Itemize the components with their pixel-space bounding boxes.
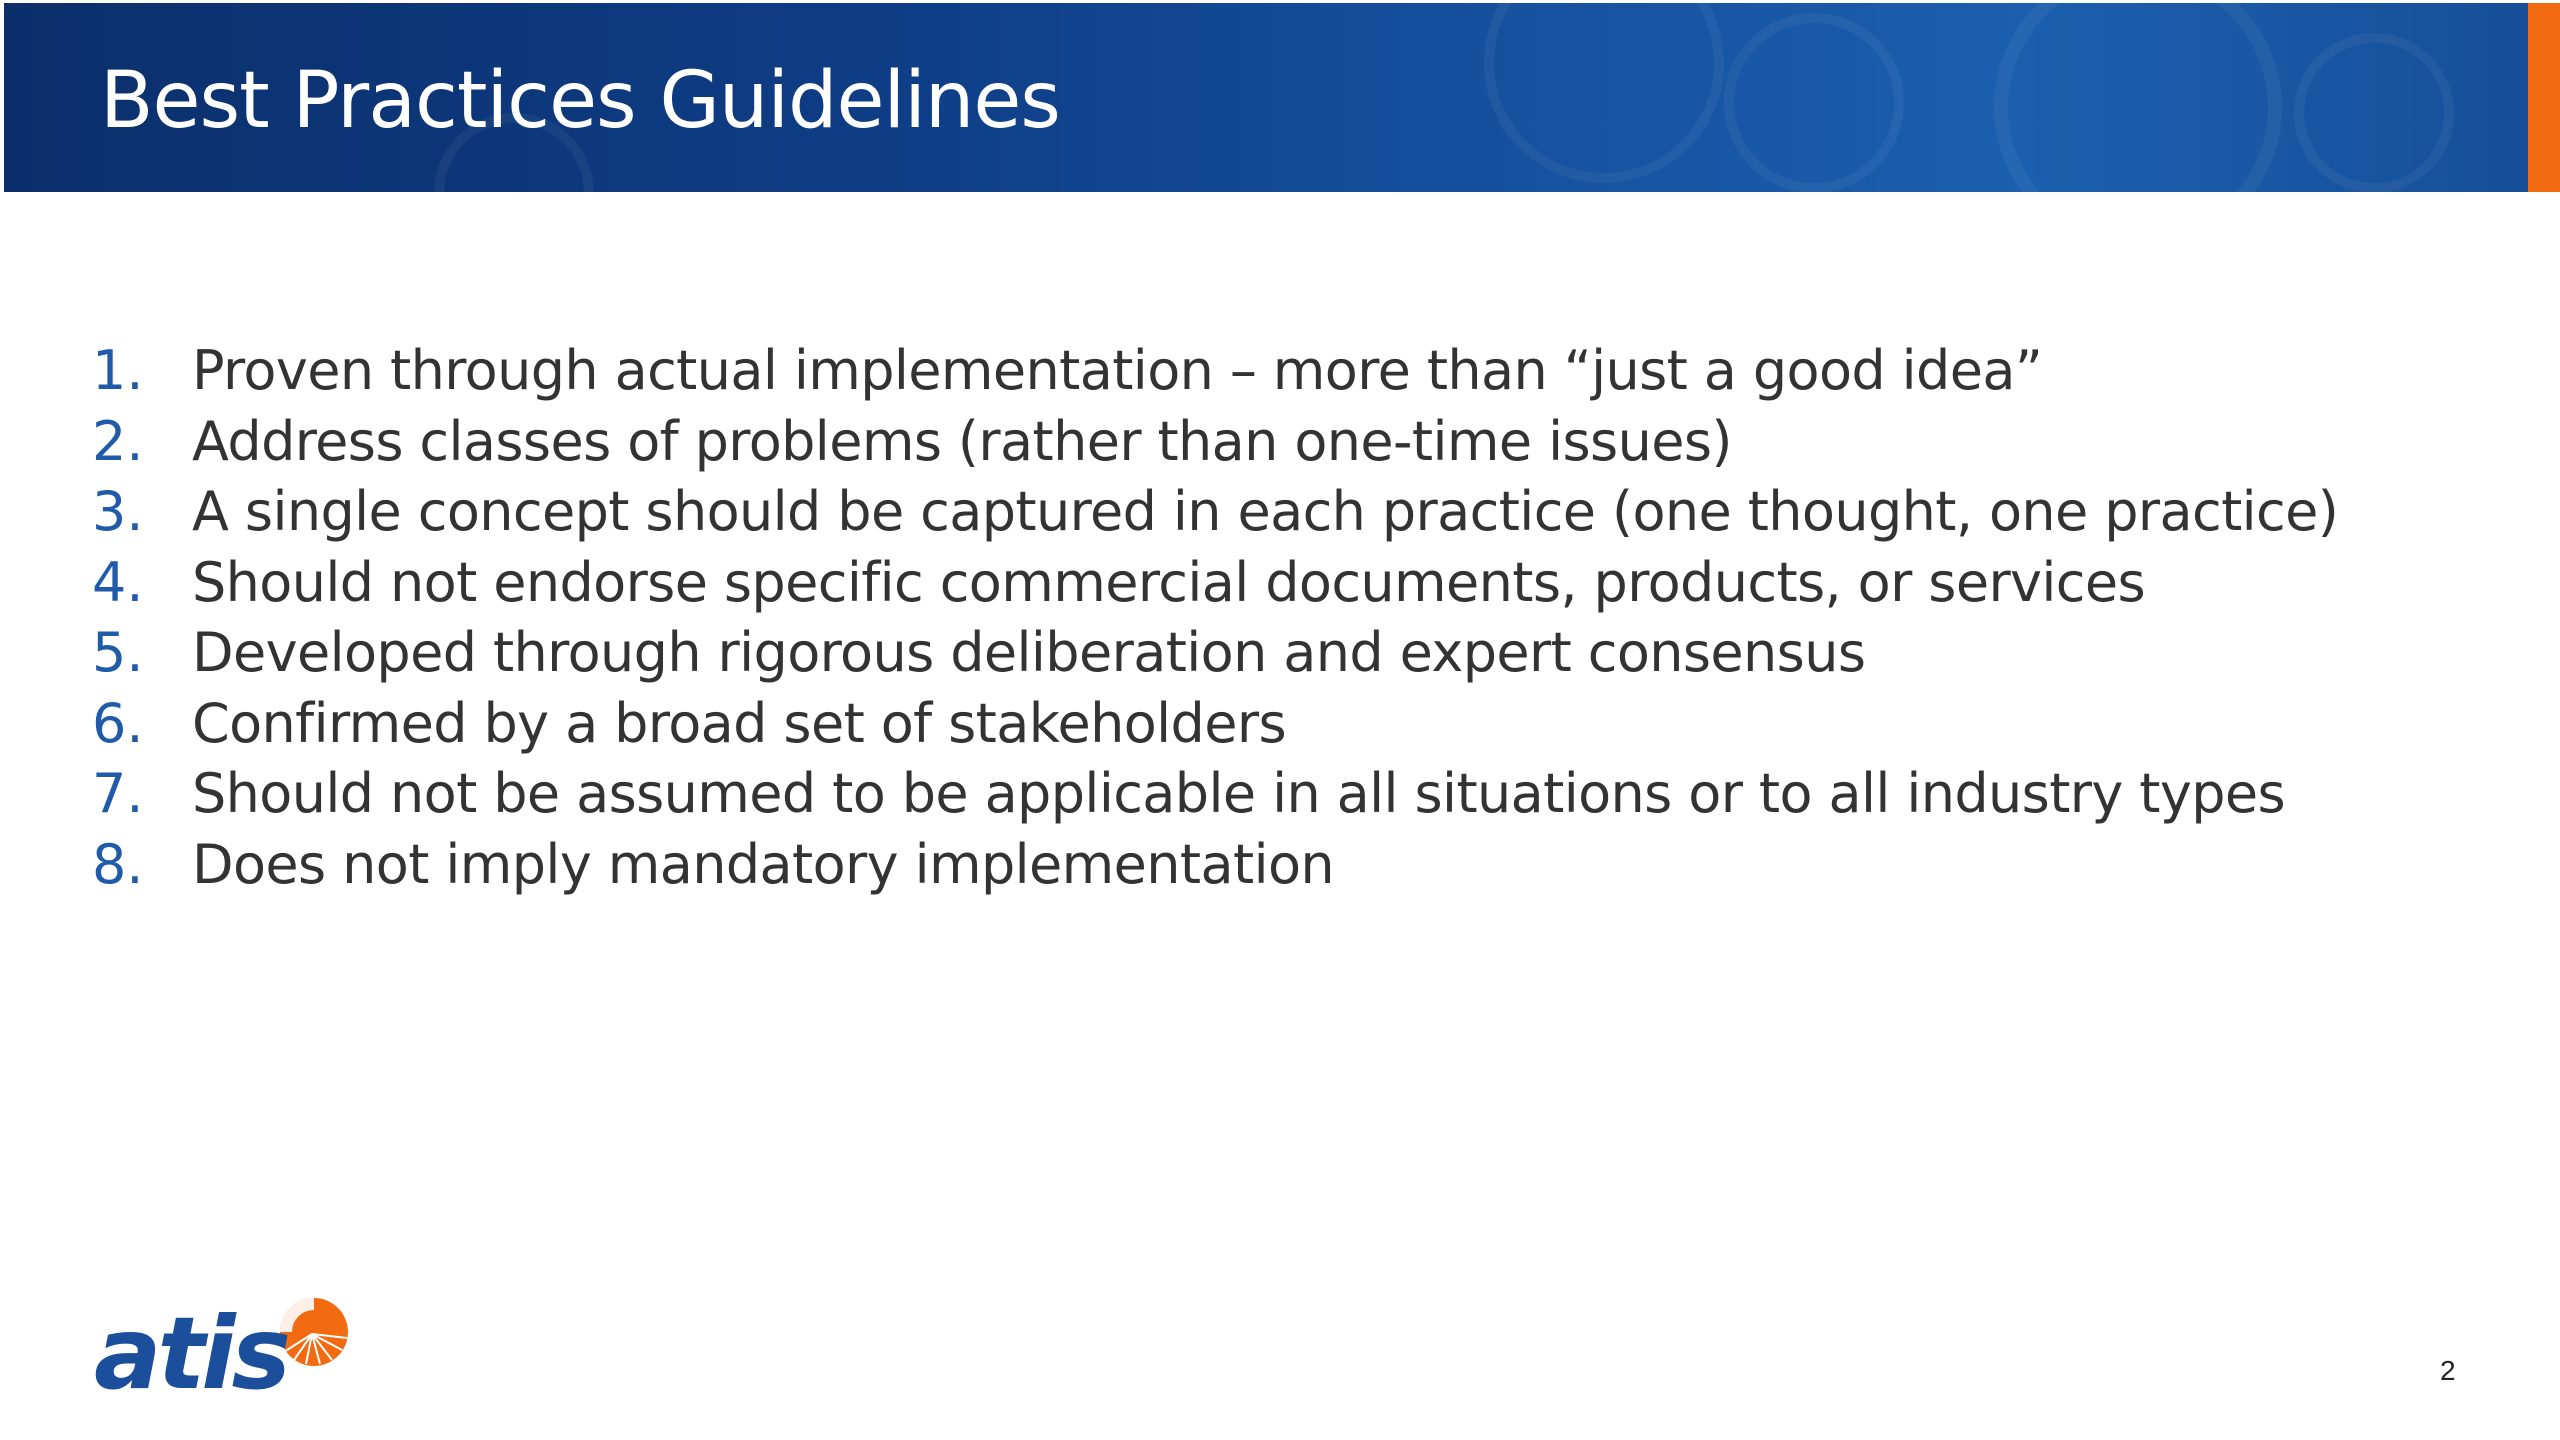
- list-item-text: Proven through actual implementation – more than “just a good idea”: [192, 339, 2043, 402]
- logo-sunburst-icon: [280, 1298, 348, 1366]
- gear-decoration-icon: [1724, 13, 1904, 192]
- list-item-number: 4.: [92, 550, 144, 614]
- gear-decoration-icon: [1484, 3, 1724, 183]
- list-item: [92, 407, 2338, 478]
- list-item: [92, 830, 2338, 901]
- list-item: [92, 548, 2338, 619]
- list-item-text: A single concept should be captured in each practice (one thought, one practice): [192, 480, 2339, 543]
- page-title: Best Practices Guidelines: [100, 56, 1060, 146]
- gear-decoration-icon: [2294, 33, 2454, 192]
- list-item-number: 3.: [92, 480, 144, 543]
- guidelines-list: [92, 336, 2338, 900]
- list-item-number: 1.: [92, 339, 144, 402]
- list-item-number: 7.: [92, 762, 144, 825]
- list-item-text: Should not endorse specific commercial documents, products, or services: [192, 550, 2146, 614]
- list-item-number: 5.: [92, 621, 144, 684]
- logo-wordmark: atis: [94, 1295, 288, 1400]
- header-banner: [4, 3, 2528, 192]
- list-item: [92, 477, 2338, 548]
- list-item-number: 6.: [92, 691, 144, 755]
- list-item-number: 2.: [92, 409, 144, 473]
- list-item: [92, 336, 2338, 407]
- list-item-text: Address classes of problems (rather than one-time issues): [192, 409, 1732, 473]
- list-item-number: 8.: [92, 832, 144, 896]
- gear-decoration-icon: [1994, 3, 2282, 192]
- page-number: 2: [2440, 1355, 2456, 1386]
- list-item: [92, 689, 2338, 760]
- list-item-text: Confirmed by a broad set of stakeholders: [192, 691, 1286, 755]
- accent-bar: [2528, 3, 2560, 192]
- list-item: [92, 618, 2338, 689]
- list-item: [92, 759, 2338, 830]
- list-item-text: Does not imply mandatory implementation: [192, 832, 1335, 896]
- atis-logo-icon: [92, 1290, 362, 1400]
- list-item-text: Should not be assumed to be applicable in all situations or to all industry types: [192, 762, 2286, 825]
- list-item-text: Developed through rigorous deliberation and expert consensus: [192, 621, 1866, 684]
